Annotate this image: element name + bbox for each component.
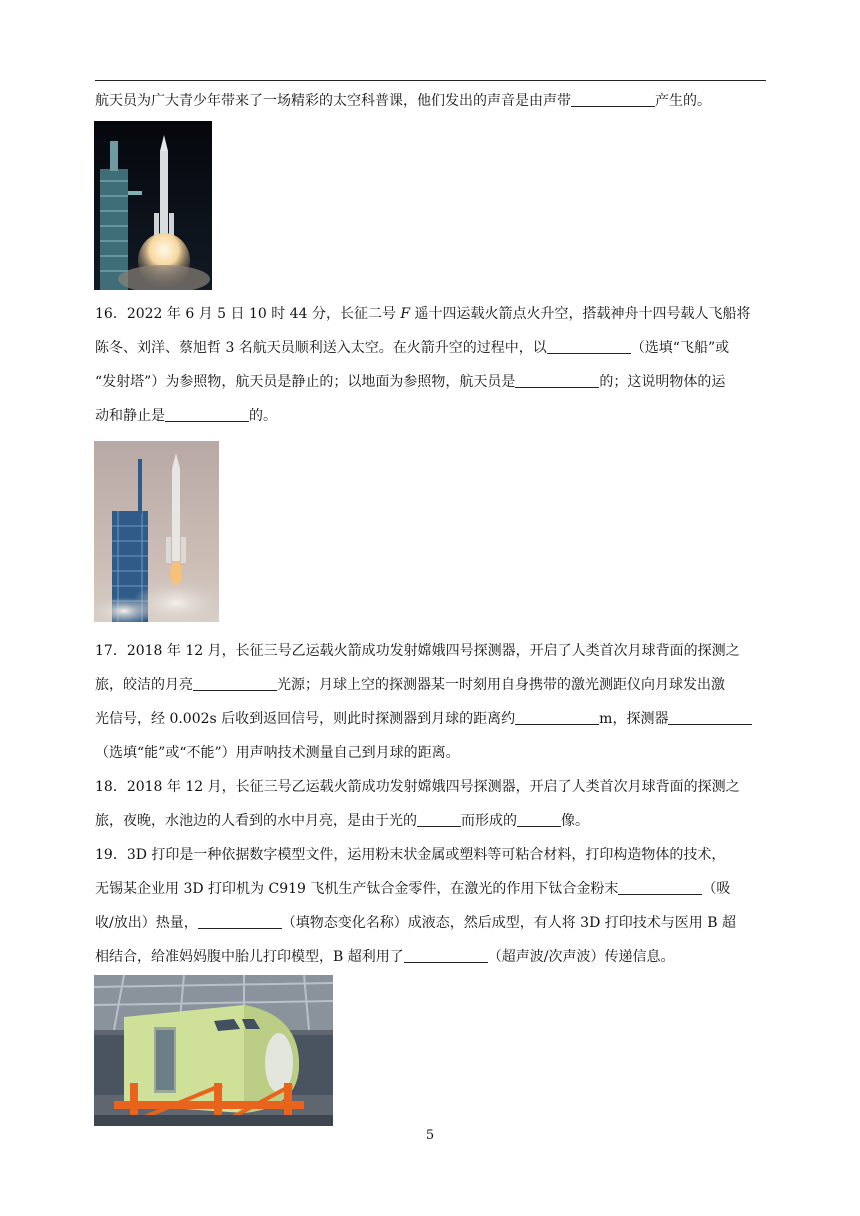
- answer-blank[interactable]: [417, 812, 461, 827]
- answer-blank[interactable]: [668, 710, 752, 725]
- answer-blank[interactable]: [193, 676, 277, 691]
- rocket-night-launch-image: [94, 121, 212, 290]
- answer-blank[interactable]: [198, 914, 282, 929]
- answer-blank[interactable]: [515, 710, 599, 725]
- q15-text: 航天员为广大青少年带来了一场精彩的太空科普课，他们发出的声音是由声带 产生的。: [95, 93, 711, 109]
- answer-blank[interactable]: [515, 373, 599, 388]
- q17-text: 17．2018 年 12 月，长征三号乙运载火箭成功发射嫦娥四号探测器，开启了人类首次月球背面的探测之 旅，皎洁的月亮 光源；月球上空的探测器某一时刻用自身携带的激光测距仪向月球发出激 光信号，经 0.002s 后收到返回信号，则此时探测器到月球的距离约 m，探测器 （选填“能”或“不能”）用声呐技术测量自己到月球的距离。: [95, 634, 767, 770]
- header-rule: [95, 80, 766, 81]
- q18-text: 18．2018 年 12 月，长征三号乙运载火箭成功发射嫦娥四号探测器，开启了人类首次月球背面的探测之 旅，夜晚，水池边的人看到的水中月亮，是由于光的 而形成的 像。: [95, 779, 740, 829]
- answer-blank[interactable]: [165, 407, 249, 422]
- page-number: 5: [425, 1128, 435, 1143]
- rocket-day-launch-image: [94, 441, 219, 622]
- answer-blank[interactable]: [547, 339, 631, 354]
- answer-blank[interactable]: [517, 812, 561, 827]
- q16-text: 16．2022 年 6 月 5 日 10 时 44 分，长征二号 F 遥十四运载火箭点火升空，搭载神舟十四号载人飞船将 陈冬、刘洋、蔡旭哲 3 名航天员顺利送入太空。在火箭升空的过程中，以 （选填“飞船”或 “发射塔”）为参照物，航天员是静止的；以地面为参照物，航天员是 的；这说明物体的运 动和静止是 的。: [95, 306, 751, 424]
- answer-blank[interactable]: [404, 948, 488, 963]
- answer-blank[interactable]: [571, 92, 655, 107]
- q19-text: 19．3D 打印是一种依据数字模型文件，运用粉末状金属或塑料等可粘合材料，打印构造物体的技术， 无锡某企业用 3D 打印机为 C919 飞机生产钛合金零件，在激光的作用下钛合金粉末 （吸 收/放出）热量， （填物态变化名称）成液态，然后成型，有人将 3D 打印技术与医用 B 超 相结合，给准妈妈腹中胎儿打印模型，B 超利用了 （超声波/次声波）传递信息。: [95, 847, 736, 965]
- answer-blank[interactable]: [618, 880, 702, 895]
- c919-fuselage-image: [94, 975, 333, 1126]
